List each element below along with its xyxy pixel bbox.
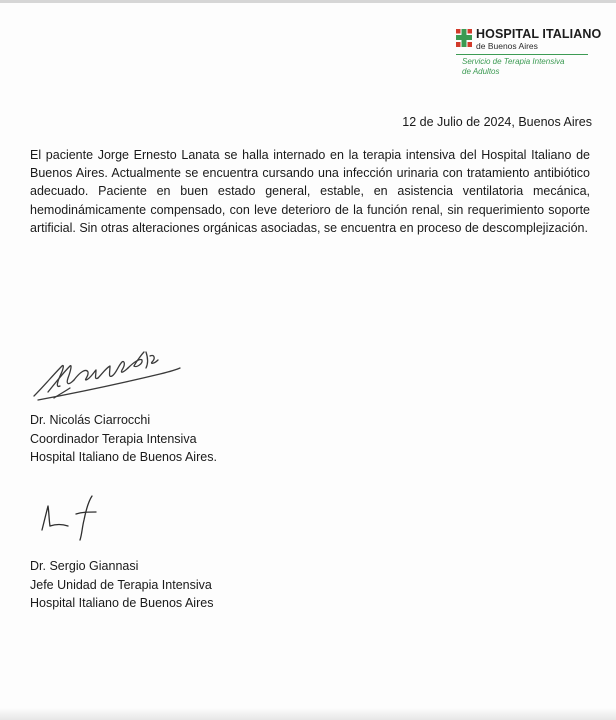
letter-date: 12 de Julio de 2024, Buenos Aires: [402, 115, 592, 129]
page-top-edge: [0, 0, 616, 3]
service-name: [462, 57, 592, 76]
service-line-2: de Adultos: [462, 66, 500, 76]
signer-block-1: [30, 411, 217, 467]
page-bottom-shadow: [0, 708, 616, 720]
signature-giannasi: [40, 494, 110, 544]
logo-divider: [456, 54, 588, 55]
hospital-name: HOSPITAL ITALIANO: [476, 27, 602, 41]
signer-institution: Hospital Italiano de Buenos Aires.: [30, 450, 217, 464]
hospital-subtitle: de Buenos Aires: [476, 41, 538, 51]
hospital-cross-icon: [456, 29, 472, 47]
signer-institution: Hospital Italiano de Buenos Aires: [30, 596, 214, 610]
signer-name: Dr. Nicolás Ciarrocchi: [30, 413, 151, 427]
signer-role: Jefe Unidad de Terapia Intensiva: [30, 577, 212, 592]
letter-body: El paciente Jorge Ernesto Lanata se halla internado en la terapia intensiva del Hospital Italiano de Buenos Aires. Actualmente se encuentra cursando una infección urinaria con tratamiento antibiótico adecuado. Paciente en buen estado general, estable, en asistencia ventilatoria mecánica, hemodinámicamente compensado, con leve deterioro de la función renal, sin requerimiento soporte artificial. Sin otras alteraciones orgánicas asociadas, se encuentra en proceso de descomplejización.: [30, 148, 590, 235]
service-line-1: Servicio de Terapia Intensiva: [462, 57, 565, 66]
signer-block-2: [30, 557, 213, 613]
signer-role: Coordinador Terapia Intensiva: [30, 431, 197, 446]
signature-ciarrocchi: [30, 348, 190, 403]
signer-name: Dr. Sergio Giannasi: [30, 559, 139, 573]
